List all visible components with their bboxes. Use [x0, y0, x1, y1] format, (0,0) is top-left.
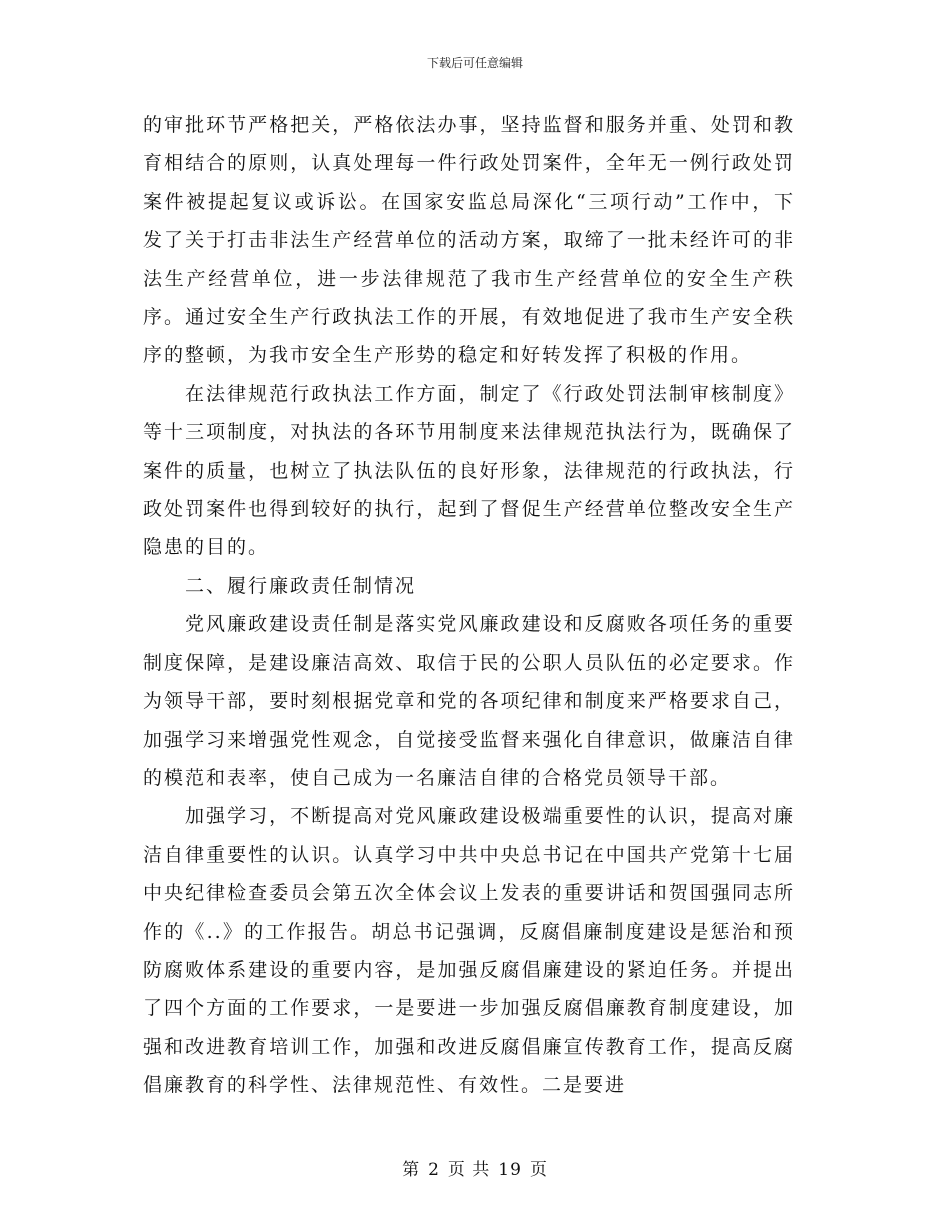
paragraph-continued: 的审批环节严格把关，严格依法办事，坚持监督和服务并重、处罚和教育相结合的原则，认真处理每一件行政处罚案件，全年无一例行政处罚案件被提起复议或诉讼。在国家安监总局深化“三项行动”工作中，下发了关于打击非法生产经营单位的活动方案，取缔了一批未经许可的非法生产经营单位，进一步法律规范了我市生产经营单位的安全生产秩序。通过安全生产行政执法工作的开展，有效地促进了我市生产安全秩序的整顿，为我市安全生产形势的稳定和好转发挥了积极的作用。 [143, 114, 795, 367]
document-body [143, 106, 795, 1105]
page-footer [0, 1155, 950, 1180]
paragraph-strengthen-learning: 加强学习，不断提高对党风廉政建设极端重要性的认识，提高对廉洁自律重要性的认识。认真学习中共中央总书记在中国共产党第十七届中央纪律检查委员会第五次全体会议上发表的重要讲话和贺国强同志所作的《..》的工作报告。胡总书记强调，反腐倡廉制度建设是惩治和预防腐败体系建设的重要内容，是加强反腐倡廉建设的紧迫任务。并提出了四个方面的工作要求，一是要进一步加强反腐倡廉教育制度建设，加强和改进教育培训工作，加强和改进反腐倡廉宣传教育工作，提高反腐倡廉教育的科学性、法律规范性、有效性。二是要进 [143, 805, 795, 1097]
footer-middle: 页 共 [447, 1160, 491, 1180]
footer-suffix: 页 [529, 1160, 548, 1180]
page-header: 下载后可任意编辑 [426, 56, 523, 70]
section-heading: 二、履行廉政责任制情况 [185, 574, 417, 597]
footer-total-pages: 19 [498, 1160, 522, 1180]
footer-page-number: 2 [428, 1160, 440, 1180]
paragraph-responsibility-system: 党风廉政建设责任制是落实党风廉政建设和反腐败各项任务的重要制度保障，是建设廉洁高效、取信于民的公职人员队伍的必定要求。作为领导干部，要时刻根据党章和党的各项纪律和制度来严格要求自己，加强学习来增强党性观念，自觉接受监督来强化自律意识，做廉洁自律的模范和表率，使自己成为一名廉洁自律的合格党员领导干部。 [143, 613, 795, 789]
footer-prefix: 第 [402, 1160, 421, 1180]
paragraph-law-enforcement: 在法律规范行政执法工作方面，制定了《行政处罚法制审核制度》等十三项制度，对执法的各环节用制度来法律规范执法行为，既确保了案件的质量，也树立了执法队伍的良好形象，法律规范的行政执法，行政处罚案件也得到较好的执行，起到了督促生产经营单位整改安全生产隐患的目的。 [143, 382, 795, 559]
